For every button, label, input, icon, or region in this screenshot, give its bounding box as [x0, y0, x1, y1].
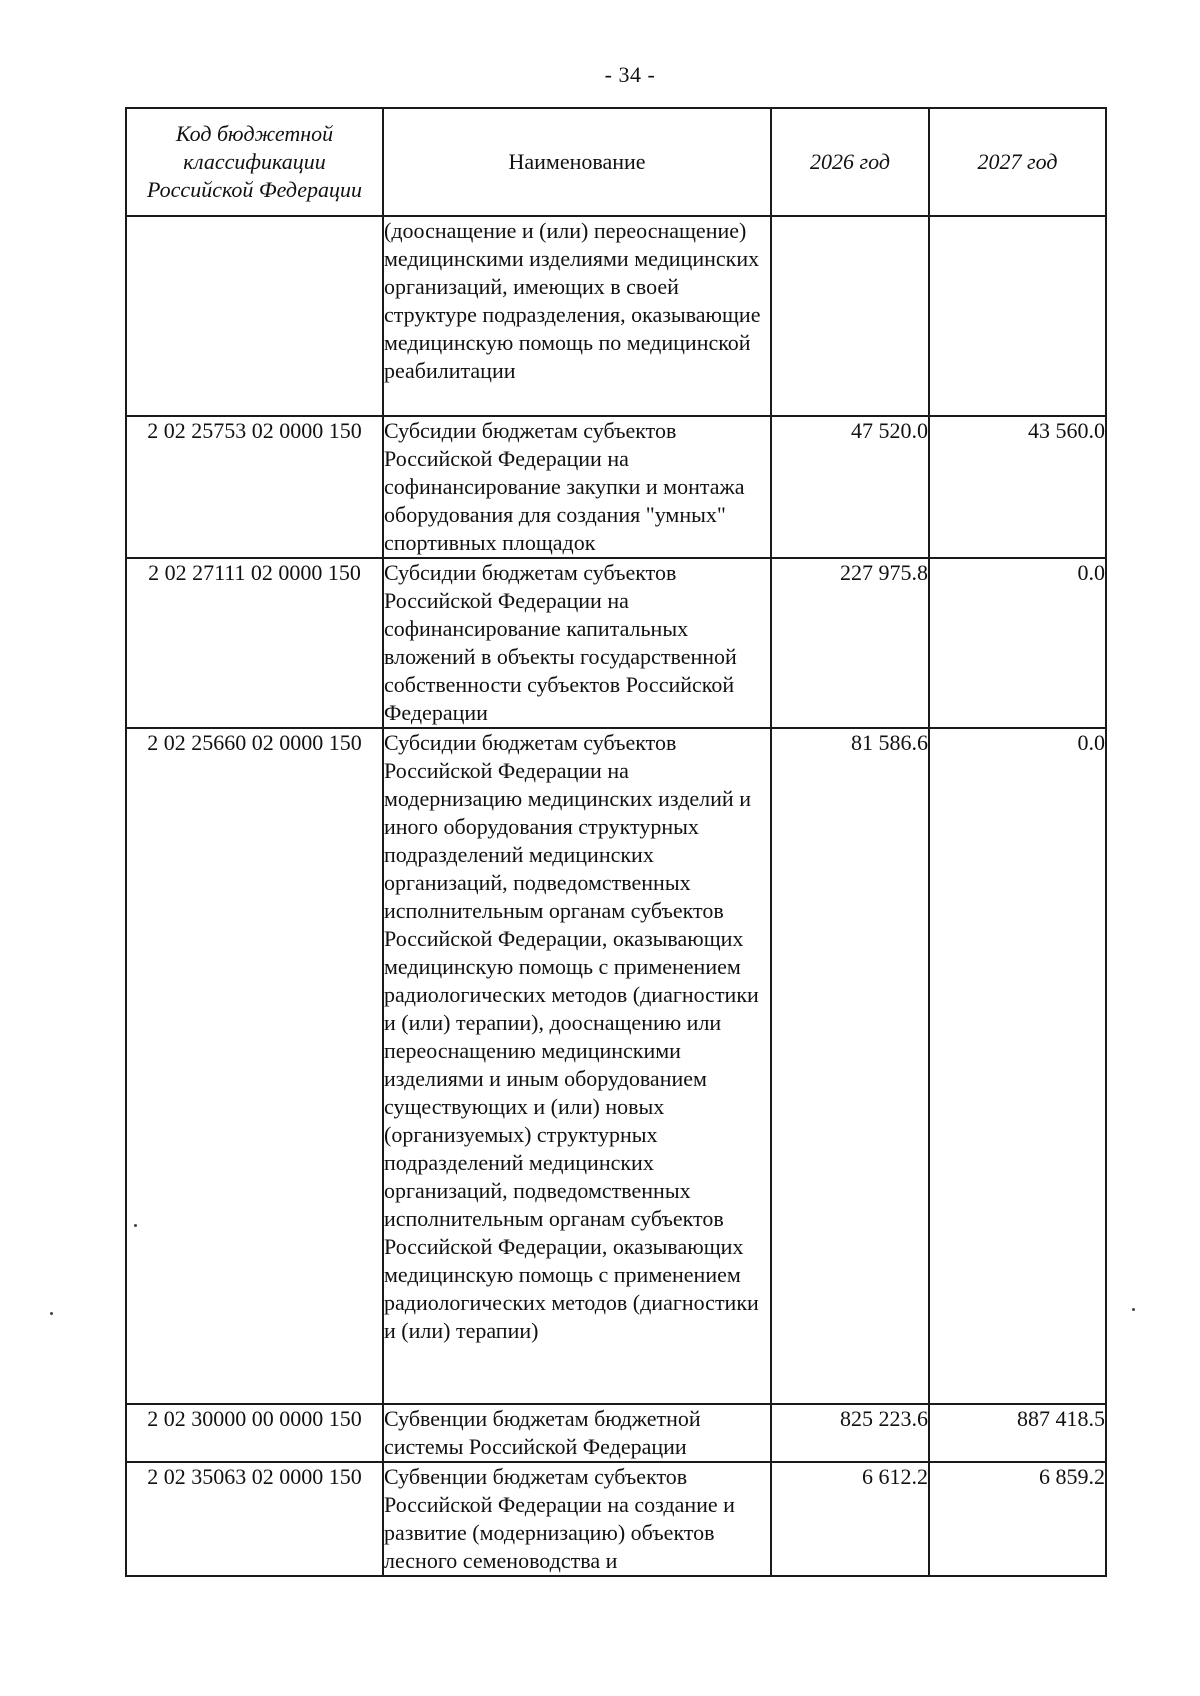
page-number: - 34 - [604, 62, 656, 87]
row-name: Субсидии бюджетам субъектов Российской Федерации на софинансирование капитальных вложений в объекты государственной собственности субъектов Российской Федерации [383, 558, 771, 728]
row-code: 2 02 35063 02 0000 150 [126, 1462, 383, 1576]
table-row [126, 416, 1106, 558]
row-code: 2 02 25660 02 0000 150 [126, 728, 383, 1404]
row-2026: 6 612.2 [771, 1462, 929, 1576]
row-code: 2 02 25753 02 0000 150 [126, 416, 383, 558]
row-name: Субвенции бюджетам бюджетной системы Российской Федерации [383, 1404, 771, 1462]
header-2026: 2026 год [771, 108, 929, 216]
row-2027: 0.0 [929, 728, 1106, 1404]
header-code: Код бюджетной классификации Российской Федерации [126, 108, 383, 216]
row-2026: 227 975.8 [771, 558, 929, 728]
scan-speck [1132, 1308, 1135, 1311]
row-2027: 887 418.5 [929, 1404, 1106, 1462]
row-2026: 47 520.0 [771, 416, 929, 558]
header-name: Наименование [383, 108, 771, 216]
table-row [126, 216, 1106, 416]
row-2027: 0.0 [929, 558, 1106, 728]
scan-speck [50, 1312, 53, 1315]
table-header-row [126, 108, 1106, 216]
budget-table [125, 107, 1107, 1577]
row-2027 [929, 216, 1106, 416]
table-row [126, 1462, 1106, 1576]
row-name: Субсидии бюджетам субъектов Российской Федерации на модернизацию медицинских изделий и иного оборудования структурных подразделений медицинских организаций, подведомственных исполнительным органам субъектов Российской Федерации, оказывающих медицинскую помощь с применением радиологических методов (диагностики и (или) терапии), дооснащению или переоснащению медицинскими изделиями и иным оборудованием существующих и (или) новых (организуемых) структурных подразделений медицинских организаций, подведомственных исполнительным органам субъектов Российской Федерации, оказывающих медицинскую помощь с применением радиологических методов (диагностики и (или) терапии) [383, 728, 771, 1404]
row-name: Субсидии бюджетам субъектов Российской Федерации на софинансирование закупки и монтажа оборудования для создания "умных" спортивных площадок [383, 416, 771, 558]
table-row [126, 558, 1106, 728]
row-code: 2 02 27111 02 0000 150 [126, 558, 383, 728]
scan-speck [134, 1224, 137, 1227]
row-code: 2 02 30000 00 0000 150 [126, 1404, 383, 1462]
row-name: Субвенции бюджетам субъектов Российской Федерации на создание и развитие (модернизацию) объектов лесного семеноводства и [383, 1462, 771, 1576]
table-row [126, 1404, 1106, 1462]
row-2026 [771, 216, 929, 416]
row-2026: 825 223.6 [771, 1404, 929, 1462]
row-2027: 43 560.0 [929, 416, 1106, 558]
row-code [126, 216, 383, 416]
header-2027: 2027 год [929, 108, 1106, 216]
row-2026: 81 586.6 [771, 728, 929, 1404]
table-row [126, 728, 1106, 1404]
row-name: (дооснащение и (или) переоснащение) медицинскими изделиями медицинских организаций, имеющих в своей структуре подразделения, оказывающие медицинскую помощь по медицинской реабилитации [383, 216, 771, 416]
row-2027: 6 859.2 [929, 1462, 1106, 1576]
